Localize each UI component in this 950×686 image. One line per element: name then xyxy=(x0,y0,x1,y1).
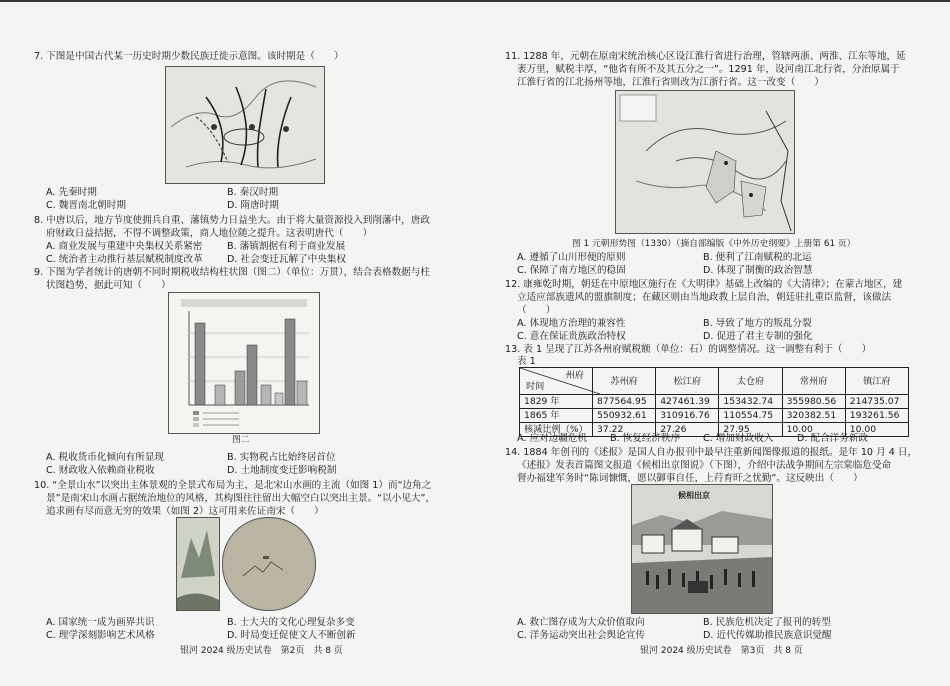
corner-bottom-label: 时间 xyxy=(526,381,545,392)
table-cell: 193261.56 xyxy=(845,409,908,423)
q9-option-c[interactable]: C. 财政收入依赖商业税收 xyxy=(46,465,155,476)
q11-stem-line2: 袤万里，赋税丰厚，“他省有所不及其五分之一”。1291 年，设河南江北行省，分治原属于 xyxy=(517,64,900,75)
q9-stem-line2: 状图趋势，据此可知（ ） xyxy=(46,280,171,291)
map-icon xyxy=(616,91,794,233)
landscape-painting-2 xyxy=(222,517,316,611)
q8-stem-line1: 8. 中唐以后，地方节度使拥兵自重、藩镇势力日益坐大。由于将大量资源投入到削藩中，唐政 xyxy=(34,215,430,226)
q13-option-b[interactable]: B. 恢复经济秩序 xyxy=(610,433,681,444)
q9-stem-line1: 9. 下图为学者统计的唐朝不同时期税收结构柱状图（图二）（单位：万贯），结合表格数据与柱 xyxy=(34,267,430,278)
landscape-painting-1 xyxy=(176,517,220,611)
table-header-row xyxy=(520,368,909,395)
table-cell: 355980.56 xyxy=(782,395,845,409)
q11-option-a[interactable]: A. 遵循了山川形便的原则 xyxy=(517,252,626,263)
column-header: 松江府 xyxy=(656,368,719,395)
table-cell: 110554.75 xyxy=(719,409,782,423)
q11-option-d[interactable]: D. 体现了制衡的政治智慧 xyxy=(703,265,813,276)
q13-stem: 13. 表 1 呈现了江苏各州府赋税额（单位：石）的调整情况。这一调整有利于（ ） xyxy=(505,344,872,355)
q14-stem-line2: 《述报》发表首篇图文报道《候相出京图说》（下图），介绍中法战争期间左宗棠临危受命 xyxy=(517,460,892,471)
column-header: 苏州府 xyxy=(593,368,656,395)
column-header: 镇江府 xyxy=(845,368,908,395)
table-cell: 153432.74 xyxy=(719,395,782,409)
q8-stem-line2: 府财政日益拮据，不得不调整政策，商人地位随之提升。这表明唐代（ ） xyxy=(46,228,373,239)
q13-option-d[interactable]: D. 配合洋务新政 xyxy=(797,433,869,444)
table-cell: 10.00 xyxy=(782,423,845,437)
q9-option-b[interactable]: B. 实物税占比始终居首位 xyxy=(227,452,336,463)
q14-option-c[interactable]: C. 洋务运动突出社会舆论宣传 xyxy=(517,630,645,641)
table-cell: 427461.39 xyxy=(656,395,719,409)
newspaper-illustration xyxy=(631,484,773,614)
q9-option-d[interactable]: D. 土地制度变迁影响税制 xyxy=(227,465,337,476)
migration-map-figure xyxy=(165,66,325,184)
row-label: 核减比例（%） xyxy=(520,423,593,437)
q13-option-a[interactable]: A. 应对边疆危机 xyxy=(517,433,588,444)
q10-stem-line1: 10. “全景山水”以突出主体景观的全景式布局为主，是北宋山水画的主流（如图 1）而“边角之 xyxy=(34,480,432,491)
q12-stem-line2: 立适应部族遗风的盟旗制度；在藏区则由当地政教上层自治，朝廷驻扎重臣监督，该做法 xyxy=(517,292,892,303)
table-cell: 214735.07 xyxy=(845,395,908,409)
right-page xyxy=(475,0,950,686)
q11-figure-caption: 图 1 元朝形势图（1330）（摘自部编版《中外历史纲要》上册第 61 页） xyxy=(572,239,856,249)
q12-stem-line1: 12. 康雍乾时期，朝廷在中原地区施行在《大明律》基础上改编的《大清律》；在蒙古地区，建 xyxy=(505,279,903,290)
q8-option-a[interactable]: A. 商业发展与重建中央集权关系紧密 xyxy=(46,241,203,252)
q7-option-d[interactable]: D. 隋唐时期 xyxy=(227,200,279,211)
column-header: 太仓府 xyxy=(719,368,782,395)
q7-option-b[interactable]: B. 秦汉时期 xyxy=(227,187,279,198)
q10-stem-line3: 追求画有尽而意无穷的效果（如图 2）这可用来佐证南宋（ ） xyxy=(46,506,324,517)
left-page-footer: 银河 2024 级历史试卷 第2页 共 8 页 xyxy=(180,646,343,656)
q11-option-b[interactable]: B. 便利了江南赋税的北运 xyxy=(703,252,812,263)
q11-stem-line3: 江淮行省的江北扬州等地，江淮行省则改为江浙行省。这一改变（ ） xyxy=(517,77,824,88)
q7-option-c[interactable]: C. 魏晋南北朝时期 xyxy=(46,200,126,211)
q10-option-b[interactable]: B. 士大夫的文化心理复杂多变 xyxy=(227,617,355,628)
row-label: 1829 年 xyxy=(520,395,593,409)
table-cell: 10.00 xyxy=(845,423,908,437)
q9-figure-caption: 图二 xyxy=(232,435,250,445)
q12-option-a[interactable]: A. 体现地方治理的兼容性 xyxy=(517,318,626,329)
illustration-title: 候相出京 xyxy=(678,491,710,500)
q8-option-c[interactable]: C. 统治者主动推行基层赋税制度改革 xyxy=(46,254,203,265)
q10-stem-line2: 景”是南宋山水画占据统治地位的风格，其构图往往留出大幅空白以突出主景。“以小见大”， xyxy=(46,493,436,504)
q7-stem: 7. 下图是中国古代某一历史时期少数民族迁徙示意图。该时期是（ ） xyxy=(34,51,344,62)
row-label: 1865 年 xyxy=(520,409,593,423)
table-row xyxy=(520,409,909,423)
q9-option-a[interactable]: A. 税收货币化倾向有所显现 xyxy=(46,452,165,463)
yuan-dynasty-map xyxy=(615,90,795,234)
q10-option-c[interactable]: C. 理学深刻影响艺术风格 xyxy=(46,630,155,641)
q12-option-b[interactable]: B. 导致了地方的叛乱分裂 xyxy=(703,318,812,329)
q14-option-a[interactable]: A. 救亡图存成为大众价值取向 xyxy=(517,617,645,628)
bar-chart-icon xyxy=(169,293,319,433)
corner-top-label: 州府 xyxy=(565,370,584,381)
tax-structure-bar-chart xyxy=(168,292,320,434)
table-row xyxy=(520,395,909,409)
q14-option-d[interactable]: D. 近代传媒助推民族意识觉醒 xyxy=(703,630,832,641)
q12-stem-line3: （ ） xyxy=(517,305,556,316)
table-corner-cell xyxy=(520,368,593,395)
q14-option-b[interactable]: B. 民族危机决定了报刊的转型 xyxy=(703,617,831,628)
q10-option-a[interactable]: A. 国家统一成为画界共识 xyxy=(46,617,155,628)
table-cell: 310916.76 xyxy=(656,409,719,423)
mountain-painting-icon xyxy=(177,518,219,610)
migration-map-icon xyxy=(166,67,324,183)
right-page-footer: 银河 2024 级历史试卷 第3页 共 8 页 xyxy=(640,646,803,656)
engraving-scene-icon xyxy=(632,485,772,613)
q11-option-c[interactable]: C. 保障了南方地区的稳固 xyxy=(517,265,626,276)
table-cell: 877564.95 xyxy=(593,395,656,409)
table-cell: 27.95 xyxy=(719,423,782,437)
q12-option-d[interactable]: D. 促进了君主专制的强化 xyxy=(703,331,813,342)
q13-table-title: 表 1 xyxy=(517,356,536,367)
q14-stem-line3: 督办福建军务时“陈词慷慨，愿以御事自任，上荇育旰之忧勤”。这反映出（ ） xyxy=(517,473,863,484)
q11-stem-line1: 11. 1288 年，元朝在原南宋统治核心区设江淮行省进行治理，管辖两浙、两淮、江东等地，延 xyxy=(505,51,906,62)
q14-stem-line1: 14. 1884 年创刊的《述报》是国人自办报刊中最早注重新闻图像报道的报纸。是年 10 月 4 日， xyxy=(505,447,918,458)
table-cell: 37.22 xyxy=(593,423,656,437)
q7-option-a[interactable]: A. 先秦时期 xyxy=(46,187,97,198)
column-header: 常州府 xyxy=(782,368,845,395)
q10-option-d[interactable]: D. 时局变迁促使文人不断创新 xyxy=(227,630,356,641)
q8-option-d[interactable]: D. 社会变迁瓦解了中央集权 xyxy=(227,254,347,265)
table-cell: 27.26 xyxy=(656,423,719,437)
q8-option-b[interactable]: B. 藩镇割据有利于商业发展 xyxy=(227,241,346,252)
q12-option-c[interactable]: C. 意在保证贵族政治特权 xyxy=(517,331,626,342)
round-fan-painting-icon xyxy=(223,518,315,610)
q13-option-c[interactable]: C. 增加财政收入 xyxy=(703,433,774,444)
table-cell: 550932.61 xyxy=(593,409,656,423)
table-cell: 320382.51 xyxy=(782,409,845,423)
q13-tax-table xyxy=(519,367,909,437)
